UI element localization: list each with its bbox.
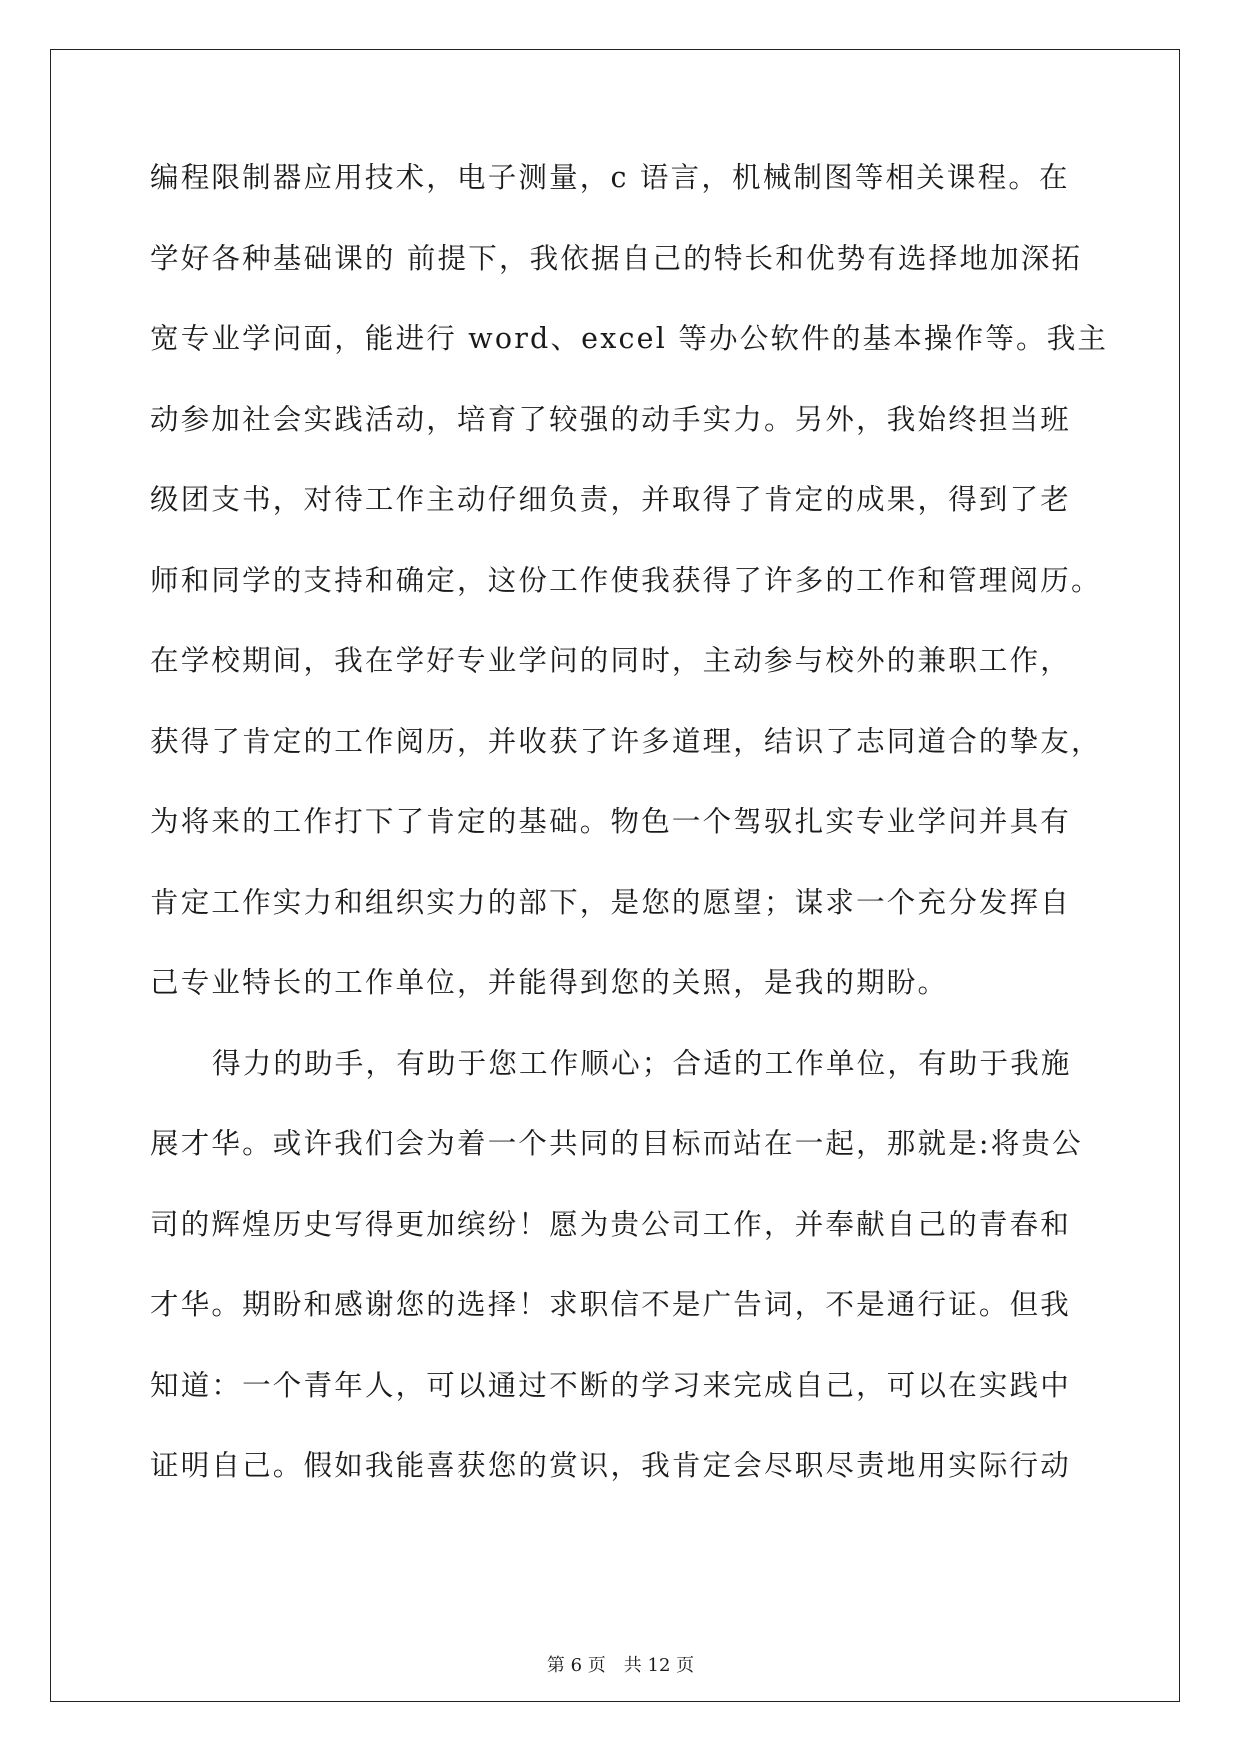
page-footer	[0, 1651, 1241, 1677]
page-number: 第 6 页	[546, 1655, 606, 1676]
text-line: 动参加社会实践活动，培育了较强的动手实力。另外，我始终担当班	[150, 402, 1072, 436]
document-body	[150, 158, 1109, 1527]
text-line: 知道：一个青年人，可以通过不断的学习来完成自己，可以在实践中	[150, 1368, 1072, 1402]
text-line: 为将来的工作打下了肯定的基础。物色一个驾驭扎实专业学问并具有	[150, 805, 1072, 838]
text-line: 展才华。或许我们会为着一个共同的目标而站在一起，那就是:将贵公	[150, 1127, 1083, 1160]
text-line: 编程限制器应用技术，电子测量，c 语言，机械制图等相关课程。在	[150, 161, 1070, 194]
text-line: 级团支书，对待工作主动仔细负责，并取得了肯定的成果，得到了老	[150, 483, 1072, 516]
text-line: 宽专业学问面，能进行 word、excel 等办公软件的基本操作等。我主	[150, 322, 1109, 355]
text-line: 学好各种基础课的 前提下，我依据自己的特长和优势有选择地加深拓	[150, 241, 1083, 275]
text-line: 己专业特长的工作单位，并能得到您的关照，是我的期盼。	[150, 966, 949, 999]
text-line: 肯定工作实力和组织实力的部下，是您的愿望；谋求一个充分发挥自	[150, 885, 1072, 919]
text-line: 司的辉煌历史写得更加缤纷！愿为贵公司工作，并奉献自己的青春和	[150, 1207, 1072, 1241]
page-total: 共 12 页	[623, 1655, 695, 1676]
text-line: 在学校期间，我在学好专业学问的同时，主动参与校外的兼职工作，	[150, 644, 1072, 677]
text-line: 才华。期盼和感谢您的选择！求职信不是广告词，不是通行证。但我	[150, 1288, 1072, 1321]
paragraph-first-line: 得力的助手，有助于您工作顺心；合适的工作单位，有助于我施	[212, 1046, 1072, 1080]
text-line: 证明自己。假如我能喜获您的赏识，我肯定会尽职尽责地用实际行动	[150, 1449, 1072, 1482]
text-line: 获得了肯定的工作阅历，并收获了许多道理，结识了志同道合的挚友，	[150, 724, 1102, 758]
text-line: 师和同学的支持和确定，这份工作使我获得了许多的工作和管理阅历。	[150, 563, 1102, 597]
